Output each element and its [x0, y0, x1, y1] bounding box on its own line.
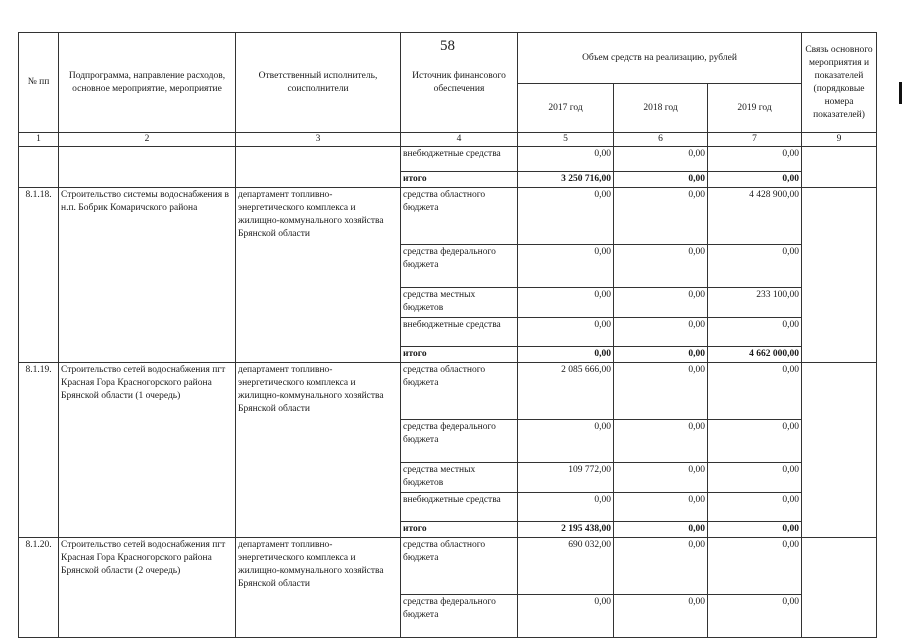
amount-2017: 690 032,00 — [518, 538, 614, 595]
header-year-2019: 2019 год — [708, 84, 802, 133]
amount-2017: 0,00 — [518, 147, 614, 172]
item-program: Строительство сетей водоснабжения пгт Красная Гора Красногорского района Брянской области (2 очередь) — [59, 538, 236, 638]
amount-2018: 0,00 — [614, 172, 708, 188]
amount-2019: 0,00 — [708, 493, 802, 522]
item-no-cell — [19, 147, 59, 188]
amount-2018: 0,00 — [614, 245, 708, 288]
item-program-cell — [59, 147, 236, 188]
funding-source: средства федерального бюджета — [401, 245, 518, 288]
amount-2017: 2 195 438,00 — [518, 522, 614, 538]
amount-2017: 0,00 — [518, 188, 614, 245]
header-year-2017: 2017 год — [518, 84, 614, 133]
amount-2017: 0,00 — [518, 347, 614, 363]
funding-source: итого — [401, 172, 518, 188]
item-executor: департамент топливно-энергетического комплекса и жилищно-коммунального хозяйства Брянской области — [236, 363, 401, 538]
indicator-link-cell — [802, 538, 877, 638]
amount-2017: 0,00 — [518, 595, 614, 638]
column-number: 7 — [708, 133, 802, 147]
amount-2017: 0,00 — [518, 420, 614, 463]
header-link: Связь основного мероприятия и показателей (порядковые номера показателей) — [802, 33, 877, 133]
scan-edge-mark — [899, 82, 902, 104]
funding-row — [19, 188, 877, 245]
funding-source: итого — [401, 347, 518, 363]
amount-2019: 0,00 — [708, 522, 802, 538]
carryover-row — [19, 147, 877, 172]
header-program: Подпрограмма, направление расходов, основное мероприятие, мероприятие — [59, 33, 236, 133]
funding-source: внебюджетные средства — [401, 147, 518, 172]
column-number: 5 — [518, 133, 614, 147]
amount-2018: 0,00 — [614, 595, 708, 638]
amount-2018: 0,00 — [614, 147, 708, 172]
indicator-link-cell — [802, 188, 877, 363]
indicator-link-cell — [802, 363, 877, 538]
amount-2018: 0,00 — [614, 318, 708, 347]
indicator-link-cell — [802, 147, 877, 188]
amount-2018: 0,00 — [614, 288, 708, 318]
item-number: 8.1.18. — [19, 188, 59, 363]
funding-source: средства местных бюджетов — [401, 288, 518, 318]
column-number: 2 — [59, 133, 236, 147]
funding-source: средства областного бюджета — [401, 188, 518, 245]
amount-2018: 0,00 — [614, 538, 708, 595]
column-number: 3 — [236, 133, 401, 147]
amount-2019: 0,00 — [708, 363, 802, 420]
item-executor: департамент топливно-энергетического комплекса и жилищно-коммунального хозяйства Брянской области — [236, 188, 401, 363]
funding-source: средства федерального бюджета — [401, 420, 518, 463]
page-number: 58 — [440, 38, 455, 54]
item-program: Строительство системы водоснабжения в н.п. Бобрик Комаричского района — [59, 188, 236, 363]
amount-2018: 0,00 — [614, 188, 708, 245]
column-number-row — [19, 133, 877, 147]
funding-row — [19, 538, 877, 595]
amount-2017: 2 085 666,00 — [518, 363, 614, 420]
amount-2019: 0,00 — [708, 147, 802, 172]
amount-2019: 0,00 — [708, 538, 802, 595]
amount-2019: 233 100,00 — [708, 288, 802, 318]
item-number: 8.1.19. — [19, 363, 59, 538]
header-no: № пп — [19, 33, 59, 133]
amount-2019: 0,00 — [708, 245, 802, 288]
amount-2019: 0,00 — [708, 172, 802, 188]
amount-2019: 0,00 — [708, 318, 802, 347]
header-year-2018: 2018 год — [614, 84, 708, 133]
amount-2019: 0,00 — [708, 595, 802, 638]
amount-2017: 0,00 — [518, 493, 614, 522]
amount-2019: 4 428 900,00 — [708, 188, 802, 245]
amount-2019: 4 662 000,00 — [708, 347, 802, 363]
amount-2018: 0,00 — [614, 522, 708, 538]
item-executor: департамент топливно-энергетического комплекса и жилищно-коммунального хозяйства Брянской области — [236, 538, 401, 638]
column-number: 6 — [614, 133, 708, 147]
column-number: 4 — [401, 133, 518, 147]
amount-2018: 0,00 — [614, 493, 708, 522]
funding-source: средства областного бюджета — [401, 363, 518, 420]
amount-2018: 0,00 — [614, 463, 708, 493]
header-executor: Ответственный исполнитель, соисполнители — [236, 33, 401, 133]
header-source: Источник финансового обеспечения — [401, 33, 518, 133]
funding-source: итого — [401, 522, 518, 538]
amount-2018: 0,00 — [614, 347, 708, 363]
amount-2017: 0,00 — [518, 288, 614, 318]
amount-2017: 3 250 716,00 — [518, 172, 614, 188]
header-volume: Объем средств на реализацию, рублей — [518, 33, 802, 84]
item-program: Строительство сетей водоснабжения пгт Красная Гора Красногорского района Брянской области (1 очередь) — [59, 363, 236, 538]
budget-table — [18, 32, 877, 638]
amount-2017: 109 772,00 — [518, 463, 614, 493]
amount-2019: 0,00 — [708, 463, 802, 493]
item-executor-cell — [236, 147, 401, 188]
column-number: 1 — [19, 133, 59, 147]
funding-source: внебюджетные средства — [401, 318, 518, 347]
column-number: 9 — [802, 133, 877, 147]
funding-source: внебюджетные средства — [401, 493, 518, 522]
amount-2019: 0,00 — [708, 420, 802, 463]
amount-2017: 0,00 — [518, 245, 614, 288]
funding-row — [19, 363, 877, 420]
amount-2017: 0,00 — [518, 318, 614, 347]
funding-source: средства областного бюджета — [401, 538, 518, 595]
item-number: 8.1.20. — [19, 538, 59, 638]
amount-2018: 0,00 — [614, 363, 708, 420]
amount-2018: 0,00 — [614, 420, 708, 463]
funding-source: средства федерального бюджета — [401, 595, 518, 638]
funding-source: средства местных бюджетов — [401, 463, 518, 493]
